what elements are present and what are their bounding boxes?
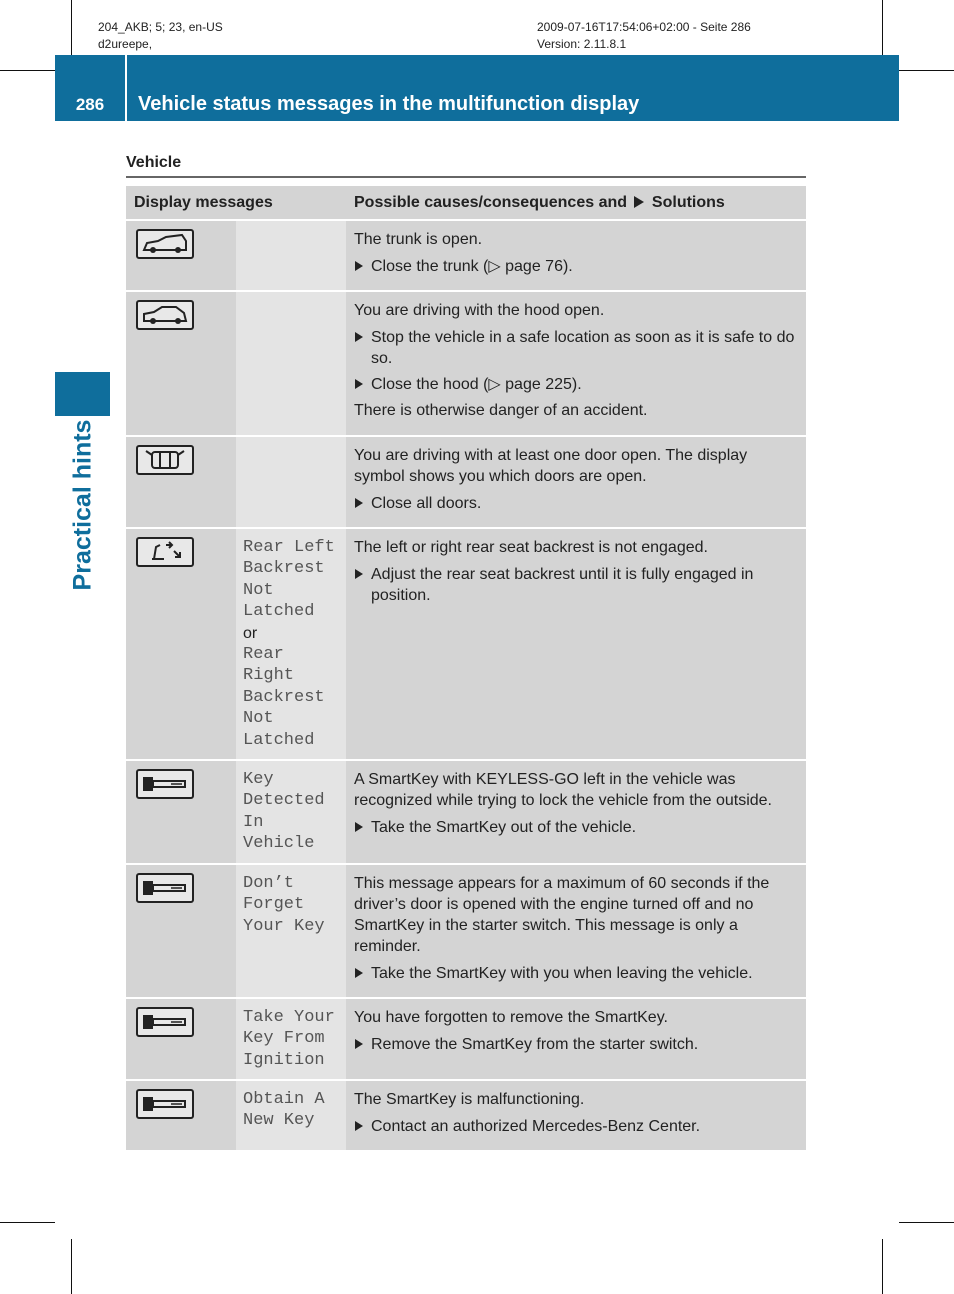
message-line: Right [243,666,295,686]
crop-mark [882,1239,883,1294]
message-line: Ignition [243,1050,325,1070]
crop-mark [882,0,883,55]
step-text: Contact an authorized Mercedes-Benz Center. [371,1117,701,1135]
arrow-right-icon [355,332,363,342]
arrow-right-icon [355,379,363,389]
message-line: Backrest [243,687,325,707]
table-row [126,864,806,998]
description-cell [346,291,806,436]
table-row [126,528,806,760]
cause-text: The left or right rear seat backrest is not engaged. [354,539,708,556]
cause-text: The trunk is open. [354,231,483,248]
description-cell [346,760,806,864]
warning-note: There is otherwise danger of an accident. [354,402,648,419]
step-text: Stop the vehicle in a safe location as soon as it is safe to do so. [371,329,795,367]
table-row [126,436,806,528]
table-row [126,1080,806,1151]
crop-mark [899,70,954,71]
solution-step [354,493,798,514]
message-line: New Key [243,1111,315,1131]
arrow-right-icon [355,822,363,832]
message-line: Latched [243,602,315,622]
or-separator: or [243,624,258,642]
key-icon [136,873,194,903]
message-line: Not [243,709,274,729]
key-icon [136,1007,194,1037]
message-line: Detected [243,791,325,811]
side-tab-marker [55,372,110,416]
trunk-open-icon [136,229,194,259]
arrow-right-icon [355,968,363,978]
chapter-label: Practical hints [68,419,97,591]
header-display-messages: Display messages [126,186,346,220]
description-cell [346,436,806,528]
description-cell [346,528,806,760]
hood-open-icon [136,300,194,330]
header-causes-solutions [346,186,806,220]
display-message-cell [236,760,346,864]
header-solutions-label: Solutions [651,193,725,211]
crop-mark [71,0,72,55]
message-line: Rear [243,645,284,665]
message-line: Rear Left [243,538,335,557]
print-meta-left [98,19,223,53]
table-header-row [126,186,806,220]
display-message-cell [236,436,346,528]
meta-line: Version: 2.11.8.1 [537,37,627,51]
icon-cell [126,760,236,864]
icon-cell [126,291,236,436]
solution-step [354,256,798,277]
message-line: Latched [243,730,315,750]
cause-text: You have forgotten to remove the SmartKey. [354,1008,668,1026]
arrow-right-icon [355,569,363,579]
seat-backrest-icon [136,537,194,567]
door-open-icon [136,445,194,475]
table-row [126,998,806,1080]
display-message-cell [236,1080,346,1151]
arrow-right-icon [634,196,644,208]
step-text: Close the trunk (▷ page 76). [371,258,573,275]
solution-step [354,564,798,606]
solution-step [354,963,798,984]
display-message-cell [236,864,346,998]
solution-step [354,817,798,838]
cause-text: You are driving with the hood open. [354,302,605,319]
icon-cell [126,1080,236,1151]
section-title: Vehicle [126,154,182,171]
solution-step [354,1116,798,1137]
table-row [126,760,806,864]
print-meta-right [537,19,751,53]
message-line: Don’t [243,873,295,893]
meta-line: 204_AKB; 5; 23, en-US [98,20,223,34]
message-line: Your Key [243,916,325,936]
icon-cell [126,864,236,998]
message-line: Key From [243,1029,325,1049]
message-line: Take Your [243,1007,335,1027]
display-message-cell [236,998,346,1080]
icon-cell [126,528,236,760]
key-icon [136,1089,194,1119]
message-line: Key [243,770,274,790]
page-number: 286 [75,94,105,114]
crop-mark [71,1239,72,1294]
step-text: Close the hood (▷ page 225). [371,376,582,393]
step-text: Take the SmartKey with you when leaving the vehicle. [371,964,753,982]
message-line: Not [243,580,274,600]
arrow-right-icon [355,498,363,508]
crop-mark [0,1222,55,1223]
step-text: Close all doors. [371,495,482,512]
arrow-right-icon [355,1039,363,1049]
icon-cell [126,998,236,1080]
header-divider [125,55,127,121]
status-messages-table [126,186,806,1152]
display-message-cell [236,528,346,760]
display-message-cell [236,220,346,291]
header-causes-label: Possible causes/consequences and [354,193,628,211]
step-text: Adjust the rear seat backrest until it is fully engaged in position. [371,566,754,604]
arrow-right-icon [355,261,363,271]
display-message-cell [236,291,346,436]
solution-step [354,327,798,369]
message-line: Backrest [243,559,325,579]
key-icon [136,769,194,799]
meta-line: d2ureepe, [98,37,153,51]
cause-text: You are driving with at least one door open. The display symbol shows you which doors are open. [354,447,748,485]
table-row [126,220,806,291]
crop-mark [0,70,55,71]
cause-text: The SmartKey is malfunctioning. [354,1090,585,1108]
step-text: Take the SmartKey out of the vehicle. [371,819,637,837]
message-line: Obtain A [243,1089,325,1109]
arrow-right-icon [355,1121,363,1131]
solution-step [354,1034,798,1055]
description-cell [346,864,806,998]
description-cell [346,1080,806,1151]
page-title: Vehicle status messages in the multifunction display [138,93,640,115]
icon-cell [126,220,236,291]
cause-text: This message appears for a maximum of 60 seconds if the driver’s door is opened with the engine turned off and no SmartKey in the starter switch. This message is only a reminder. [354,874,770,955]
message-line: Forget [243,895,305,915]
description-cell [346,220,806,291]
section-rule [126,176,806,178]
cause-text: A SmartKey with KEYLESS-GO left in the vehicle was recognized while trying to lock the vehicle from the outside. [354,771,772,810]
crop-mark [899,1222,954,1223]
description-cell [346,998,806,1080]
solution-step [354,374,798,395]
message-line: In Vehicle [243,812,315,854]
step-text: Remove the SmartKey from the starter switch. [371,1035,699,1053]
table-row [126,291,806,436]
icon-cell [126,436,236,528]
meta-line: 2009-07-16T17:54:06+02:00 - Seite 286 [537,20,751,34]
